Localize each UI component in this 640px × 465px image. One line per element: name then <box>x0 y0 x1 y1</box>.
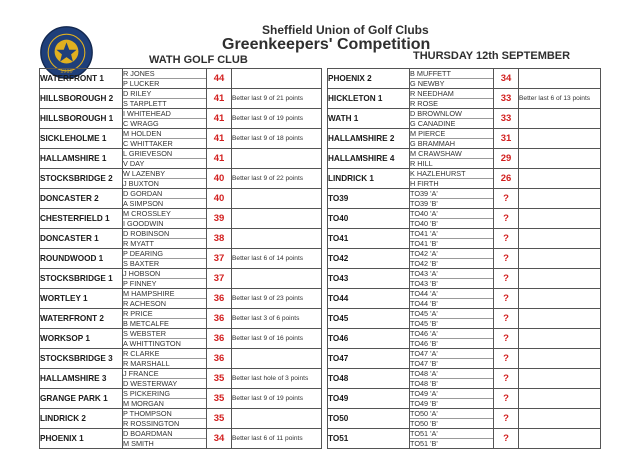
team-score: ? <box>494 349 519 369</box>
table-row <box>40 249 322 269</box>
table-row <box>40 269 322 289</box>
team-players <box>123 309 207 329</box>
team-score: ? <box>494 209 519 229</box>
table-row <box>40 389 322 409</box>
table-row <box>40 149 322 169</box>
player-name: G NEWBY <box>410 79 445 88</box>
player-name: R NEEDHAM <box>410 89 493 99</box>
results-table-right <box>327 68 601 449</box>
countback-note <box>232 149 322 169</box>
team-score: 41 <box>207 149 232 169</box>
table-row <box>40 409 322 429</box>
countback-note: Better last 9 of 19 points <box>232 389 322 409</box>
countback-note: Better last 9 of 18 points <box>232 129 322 149</box>
team-score: 37 <box>207 269 232 289</box>
table-row <box>328 429 601 449</box>
countback-note: Better last 9 of 16 points <box>232 329 322 349</box>
table-row <box>40 309 322 329</box>
player-name: R JONES <box>123 69 206 79</box>
team-players <box>410 109 494 129</box>
team-score: ? <box>494 249 519 269</box>
table-row <box>328 269 601 289</box>
team-score: ? <box>494 289 519 309</box>
player-name: R ROSE <box>410 99 438 108</box>
player-name: M CROSSLEY <box>123 209 206 219</box>
team-score: 35 <box>207 369 232 389</box>
player-name: TO40 'B' <box>410 219 438 228</box>
countback-note <box>232 189 322 209</box>
countback-note <box>519 289 601 309</box>
logo-year: 1910 <box>60 68 73 75</box>
team-name: WATH 1 <box>328 109 410 129</box>
team-score: 41 <box>207 129 232 149</box>
team-players <box>123 249 207 269</box>
countback-note: Better last 3 of 6 points <box>232 309 322 329</box>
team-players <box>410 249 494 269</box>
team-name: HILLSBOROUGH 1 <box>40 109 123 129</box>
team-score: 44 <box>207 69 232 89</box>
team-players <box>123 209 207 229</box>
table-row <box>40 189 322 209</box>
player-name: J BUXTON <box>123 179 159 188</box>
countback-note <box>519 349 601 369</box>
table-row <box>40 169 322 189</box>
countback-note <box>519 189 601 209</box>
countback-note <box>519 389 601 409</box>
player-name: D WESTERWAY <box>123 379 178 388</box>
team-players <box>123 389 207 409</box>
table-row <box>40 209 322 229</box>
countback-note <box>519 149 601 169</box>
team-score: ? <box>494 429 519 449</box>
team-players <box>410 169 494 189</box>
player-name: S TARPLETT <box>123 99 167 108</box>
player-name: P FINNEY <box>123 279 157 288</box>
team-score: 34 <box>494 69 519 89</box>
player-name: TO42 'B' <box>410 259 438 268</box>
player-name: I GOODWIN <box>123 219 164 228</box>
team-name: TO50 <box>328 409 410 429</box>
player-name: A WHITTINGTON <box>123 339 181 348</box>
team-score: 40 <box>207 189 232 209</box>
table-row <box>328 249 601 269</box>
player-name: S PICKERING <box>123 389 206 399</box>
team-name: PHOENIX 2 <box>328 69 410 89</box>
player-name: TO50 'B' <box>410 419 438 428</box>
countback-note <box>519 369 601 389</box>
team-players <box>410 429 494 449</box>
team-name: TO45 <box>328 309 410 329</box>
team-name: LINDRICK 2 <box>40 409 123 429</box>
player-name: TO41 'B' <box>410 239 438 248</box>
player-name: TO43 'B' <box>410 279 438 288</box>
countback-note: Better last 9 of 22 points <box>232 169 322 189</box>
table-row <box>328 69 601 89</box>
team-players <box>410 129 494 149</box>
team-players <box>123 369 207 389</box>
player-name: TO44 'B' <box>410 299 438 308</box>
team-score: 26 <box>494 169 519 189</box>
table-row <box>328 169 601 189</box>
player-name: M CRAWSHAW <box>410 149 493 159</box>
table-row <box>40 289 322 309</box>
team-score: 38 <box>207 229 232 249</box>
player-name: TO48 'B' <box>410 379 438 388</box>
page-title: Greenkeepers' Competition <box>222 36 431 53</box>
team-name: HALLAMSHIRE 4 <box>328 149 410 169</box>
team-score: 41 <box>207 109 232 129</box>
countback-note <box>519 229 601 249</box>
player-name: TO51 'A' <box>410 429 493 439</box>
table-row <box>328 409 601 429</box>
player-name: D GORDAN <box>123 189 206 199</box>
team-score: 39 <box>207 209 232 229</box>
team-name: TO42 <box>328 249 410 269</box>
countback-note: Better last 6 of 14 points <box>232 249 322 269</box>
table-row <box>40 89 322 109</box>
team-name: TO39 <box>328 189 410 209</box>
team-score: 36 <box>207 329 232 349</box>
player-name: L GRIEVESON <box>123 149 206 159</box>
player-name: M PIERCE <box>410 129 493 139</box>
team-score: 31 <box>494 129 519 149</box>
player-name: R MARSHALL <box>123 359 170 368</box>
player-name: TO50 'A' <box>410 409 493 419</box>
team-name: TO43 <box>328 269 410 289</box>
player-name: TO39 'A' <box>410 189 493 199</box>
player-name: R ROSSINGTON <box>123 419 180 428</box>
event-date: THURSDAY 12th SEPTEMBER <box>413 50 571 62</box>
team-players <box>123 329 207 349</box>
player-name: P THOMPSON <box>123 409 206 419</box>
player-name: B MUFFETT <box>410 69 493 79</box>
team-score: ? <box>494 409 519 429</box>
team-players <box>123 129 207 149</box>
player-name: D BROWNLOW <box>410 109 493 119</box>
venue-name: WATH GOLF CLUB <box>149 54 248 66</box>
player-name: C WRAGG <box>123 119 159 128</box>
team-name: CHESTERFIELD 1 <box>40 209 123 229</box>
countback-note: Better last hole of 3 points <box>232 369 322 389</box>
player-name: TO40 'A' <box>410 209 493 219</box>
player-name: D BOARDMAN <box>123 429 206 439</box>
player-name: TO43 'A' <box>410 269 493 279</box>
team-name: HALLAMSHIRE 3 <box>40 369 123 389</box>
player-name: TO45 'B' <box>410 319 438 328</box>
table-row <box>328 349 601 369</box>
player-name: TO44 'A' <box>410 289 493 299</box>
team-players <box>123 269 207 289</box>
countback-note <box>519 249 601 269</box>
countback-note: Better last 9 of 23 points <box>232 289 322 309</box>
countback-note <box>519 429 601 449</box>
table-row <box>40 349 322 369</box>
player-name: TO49 'B' <box>410 399 438 408</box>
player-name: G BRAMMAH <box>410 139 455 148</box>
team-name: HALLAMSHIRE 1 <box>40 149 123 169</box>
team-score: ? <box>494 189 519 209</box>
countback-note <box>519 169 601 189</box>
player-name: R MYATT <box>123 239 154 248</box>
team-score: ? <box>494 389 519 409</box>
team-score: ? <box>494 229 519 249</box>
team-name: TO44 <box>328 289 410 309</box>
team-players <box>410 289 494 309</box>
team-score: 35 <box>207 409 232 429</box>
team-name: WATERFRONT 1 <box>40 69 123 89</box>
player-name: TO41 'A' <box>410 229 493 239</box>
team-name: PHOENIX 1 <box>40 429 123 449</box>
team-players <box>123 189 207 209</box>
table-row <box>328 189 601 209</box>
team-players <box>410 329 494 349</box>
team-score: 37 <box>207 249 232 269</box>
countback-note <box>519 109 601 129</box>
table-row <box>40 369 322 389</box>
team-name: WATERFRONT 2 <box>40 309 123 329</box>
team-score: 35 <box>207 389 232 409</box>
table-row <box>40 69 322 89</box>
player-name: R CLARKE <box>123 349 206 359</box>
player-name: R HILL <box>410 159 433 168</box>
player-name: TO46 'B' <box>410 339 438 348</box>
organization-name: Sheffield Union of Golf Clubs <box>262 23 429 37</box>
team-score: 33 <box>494 89 519 109</box>
team-name: DONCASTER 1 <box>40 229 123 249</box>
table-row <box>40 229 322 249</box>
countback-note <box>232 209 322 229</box>
team-name: STOCKSBRIDGE 2 <box>40 169 123 189</box>
player-name: TO47 'B' <box>410 359 438 368</box>
team-players <box>410 149 494 169</box>
player-name: D ROBINSON <box>123 229 206 239</box>
team-players <box>410 269 494 289</box>
player-name: TO42 'A' <box>410 249 493 259</box>
table-row <box>328 289 601 309</box>
player-name: TO47 'A' <box>410 349 493 359</box>
team-name: HICKLETON 1 <box>328 89 410 109</box>
team-name: GRANGE PARK 1 <box>40 389 123 409</box>
team-name: HALLAMSHIRE 2 <box>328 129 410 149</box>
team-players <box>123 149 207 169</box>
player-name: H FIRTH <box>410 179 439 188</box>
countback-note: Better last 6 of 11 points <box>232 429 322 449</box>
team-name: TO46 <box>328 329 410 349</box>
team-players <box>410 209 494 229</box>
player-name: D RILEY <box>123 89 206 99</box>
team-players <box>410 309 494 329</box>
countback-note <box>232 69 322 89</box>
player-name: R PRICE <box>123 309 206 319</box>
table-row <box>40 129 322 149</box>
team-name: WORTLEY 1 <box>40 289 123 309</box>
table-row <box>328 129 601 149</box>
countback-note: Better last 9 of 19 points <box>232 109 322 129</box>
player-name: A SIMPSON <box>123 199 164 208</box>
team-score: 33 <box>494 109 519 129</box>
countback-note <box>232 349 322 369</box>
table-row <box>328 369 601 389</box>
countback-note: Better last 6 of 13 points <box>519 89 601 109</box>
player-name: M HOLDEN <box>123 129 206 139</box>
table-row <box>328 89 601 109</box>
table-row <box>328 389 601 409</box>
team-players <box>123 169 207 189</box>
player-name: R ACHESON <box>123 299 166 308</box>
player-name: G CANADINE <box>410 119 456 128</box>
countback-note <box>232 229 322 249</box>
team-score: ? <box>494 309 519 329</box>
player-name: I WHITEHEAD <box>123 109 206 119</box>
player-name: TO51 'B' <box>410 439 438 448</box>
team-name: TO51 <box>328 429 410 449</box>
countback-note <box>519 269 601 289</box>
player-name: B METCALFE <box>123 319 169 328</box>
player-name: TO46 'A' <box>410 329 493 339</box>
team-score: ? <box>494 369 519 389</box>
player-name: J FRANCE <box>123 369 206 379</box>
player-name: M HAMPSHIRE <box>123 289 206 299</box>
player-name: C WHITTAKER <box>123 139 173 148</box>
table-row <box>328 109 601 129</box>
team-name: LINDRICK 1 <box>328 169 410 189</box>
team-players <box>410 229 494 249</box>
team-name: STOCKSBRIDGE 1 <box>40 269 123 289</box>
player-name: TO45 'A' <box>410 309 493 319</box>
countback-note <box>232 269 322 289</box>
player-name: M SMITH <box>123 439 154 448</box>
team-name: HILLSBOROUGH 2 <box>40 89 123 109</box>
team-players <box>123 229 207 249</box>
table-row <box>40 329 322 349</box>
team-name: TO48 <box>328 369 410 389</box>
team-players <box>410 349 494 369</box>
countback-note: Better last 9 of 21 points <box>232 89 322 109</box>
team-score: 29 <box>494 149 519 169</box>
table-row <box>328 209 601 229</box>
player-name: V DAY <box>123 159 145 168</box>
team-players <box>123 349 207 369</box>
team-players <box>410 69 494 89</box>
team-name: WORKSOP 1 <box>40 329 123 349</box>
results-table-left <box>39 68 322 449</box>
table-row <box>328 229 601 249</box>
countback-note <box>519 69 601 89</box>
team-name: SICKLEHOLME 1 <box>40 129 123 149</box>
team-name: TO40 <box>328 209 410 229</box>
team-score: 36 <box>207 309 232 329</box>
player-name: TO48 'A' <box>410 369 493 379</box>
player-name: P LUCKER <box>123 79 160 88</box>
player-name: W LAZENBY <box>123 169 206 179</box>
team-players <box>123 429 207 449</box>
team-name: TO49 <box>328 389 410 409</box>
team-score: ? <box>494 329 519 349</box>
table-row <box>328 329 601 349</box>
table-row <box>328 149 601 169</box>
team-score: 36 <box>207 289 232 309</box>
player-name: TO39 'B' <box>410 199 438 208</box>
team-players <box>410 369 494 389</box>
team-name: TO41 <box>328 229 410 249</box>
team-name: TO47 <box>328 349 410 369</box>
countback-note <box>519 329 601 349</box>
team-players <box>123 89 207 109</box>
team-name: ROUNDWOOD 1 <box>40 249 123 269</box>
team-players <box>123 409 207 429</box>
countback-note <box>519 309 601 329</box>
player-name: S BAXTER <box>123 259 160 268</box>
team-score: 40 <box>207 169 232 189</box>
player-name: K HAZLEHURST <box>410 169 493 179</box>
player-name: J HOBSON <box>123 269 206 279</box>
team-players <box>123 69 207 89</box>
team-players <box>410 189 494 209</box>
player-name: P DEARING <box>123 249 206 259</box>
player-name: S WEBSTER <box>123 329 206 339</box>
table-row <box>40 109 322 129</box>
team-name: STOCKSBRIDGE 3 <box>40 349 123 369</box>
countback-note <box>519 209 601 229</box>
team-score: 41 <box>207 89 232 109</box>
countback-note <box>232 409 322 429</box>
countback-note <box>519 129 601 149</box>
table-row <box>40 429 322 449</box>
table-row <box>328 309 601 329</box>
team-players <box>410 409 494 429</box>
team-score: 34 <box>207 429 232 449</box>
team-players <box>123 109 207 129</box>
team-players <box>410 389 494 409</box>
team-name: DONCASTER 2 <box>40 189 123 209</box>
team-score: ? <box>494 269 519 289</box>
player-name: TO49 'A' <box>410 389 493 399</box>
countback-note <box>519 409 601 429</box>
team-players <box>123 289 207 309</box>
team-players <box>410 89 494 109</box>
team-score: 36 <box>207 349 232 369</box>
player-name: M MORGAN <box>123 399 164 408</box>
